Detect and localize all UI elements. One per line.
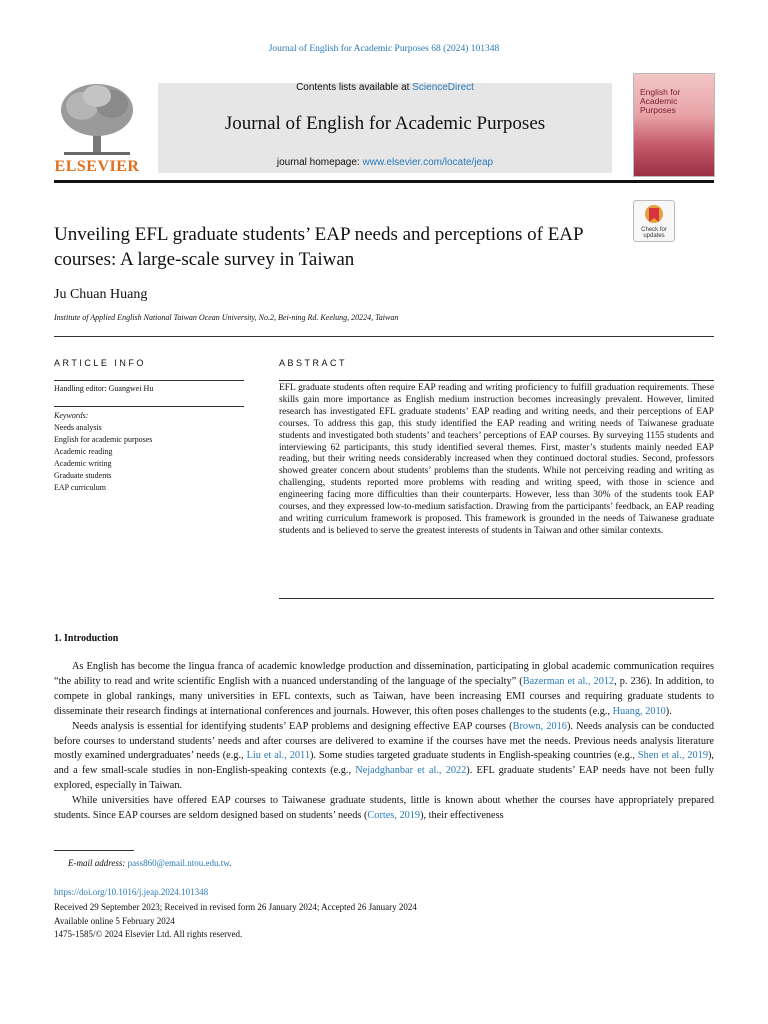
keywords-heading: Keywords: [54, 411, 89, 420]
abstract-end-rule [279, 598, 714, 599]
header-rule [54, 180, 714, 183]
publication-dates [54, 901, 417, 942]
text-run: ). Some studies targeted graduate students in English-speaking countries (e.g., [309, 750, 638, 762]
available-online: Available online 5 February 2024 [54, 915, 175, 926]
citation-link[interactable]: Huang, 2010 [612, 705, 666, 717]
citation-link[interactable]: Nejadghanbar et al., 2022 [355, 765, 467, 777]
citation-link[interactable]: Shen et al., 2019 [637, 750, 708, 762]
contents-prefix: Contents lists available at [296, 82, 413, 93]
received-dates: Received 29 September 2023; Received in revised form 26 January 2024; Accepted 26 January 2024 [54, 902, 417, 912]
keyword-item: EAP curriculum [54, 483, 106, 492]
abstract-heading: ABSTRACT [279, 358, 348, 368]
check-updates-label: Check for updates [641, 227, 667, 239]
homepage-line [158, 157, 612, 168]
copyright: 1475-1585/© 2024 Elsevier Ltd. All rights reserved. [54, 929, 243, 939]
keyword-item: Academic writing [54, 459, 112, 468]
author-affiliation: Institute of Applied English National Taiwan Ocean University, No.2, Bei-ning Rd. Keelung, 20224, Taiwan [54, 313, 399, 322]
tree-icon [54, 80, 140, 158]
homepage-link[interactable]: www.elsevier.com/locate/jeap [362, 157, 494, 168]
homepage-prefix: journal homepage: [276, 157, 363, 168]
footnote-rule [54, 850, 134, 851]
text-run: ). [665, 705, 672, 717]
abstract-rule [279, 380, 714, 381]
doi-link[interactable]: https://doi.org/10.1016/j.jeap.2024.101348 [54, 887, 209, 897]
text-run: ), their effectiveness [420, 810, 504, 822]
keyword-item: Academic reading [54, 447, 113, 456]
section-rule [54, 336, 714, 337]
article-info-heading: ARTICLE INFO [54, 358, 146, 368]
author-name[interactable]: Ju Chuan Huang [54, 287, 148, 302]
journal-cover-image[interactable] [633, 73, 715, 177]
keyword-item: English for academic purposes [54, 435, 153, 444]
paragraph [54, 660, 714, 720]
journal-title: Journal of English for Academic Purposes [224, 113, 546, 134]
sciencedirect-link[interactable]: ScienceDirect [412, 82, 474, 93]
check-for-updates-button[interactable] [633, 200, 675, 242]
contents-line [158, 82, 612, 93]
keyword-item: Graduate students [54, 471, 112, 480]
keywords-rule [54, 406, 244, 407]
text-run: ). EFL graduate students’ EAP needs have not been fully explored, especially in Taiwan. [54, 765, 715, 792]
text-run: ). Needs analysis can be conducted before courses to understand students’ needs and after courses are delivered to examine if the courses have met the needs. Previous needs analysis literature mostly examined undergraduates’ needs (e.g., [54, 720, 714, 762]
text-run: , p. 236). In addition, to compete in global rankings, many universities in EFL contexts, such as Taiwan, have been increasing EMI courses and requiring graduate students to disseminate their research findings at international conferences and journals. However, this often poses challenges to the students (e.g., [54, 675, 714, 717]
citation-link[interactable]: Brown, 2016 [512, 720, 567, 732]
abstract-text: EFL graduate students often require EAP reading and writing proficiency to fulfill graduation requirements. These skills gain more importance as English medium instruction becomes increasingly prevalent. However, limited research has investigated EFL graduate students’ EAP reading and writing needs, and their perceptions of EAP courses. To address this gap, this study identified the EAP reading and writing needs of Taiwanese graduate students and investigated both students’ and teachers’ perceptions of EAP courses. By surveying 1155 students and interviewing 62 participants, this study identified several themes. First, master’s students mainly needed EAP reading, but their writing needs considerably increased when they continued doctoral studies. Second, professors showed greater concern about students’ problems than the students. While not perceiving reading and writing as challenging, students reported more problems with reading and writing speed, with those in science and engineering facing more difficulties than their counterparts. However, less than 30% of the students took EAP courses, and they expressed low-to-medium satisfaction. Drawing from the participants’ feedback, an EAP reading and writing curriculum framework is proposed. This framework is grounded in the needs of Taiwanese graduate students and is believed to serve the greatest interests of students in Taiwan and other similar contexts. [279, 383, 714, 536]
publisher-name: ELSEVIER [54, 158, 140, 175]
keyword-item: Needs analysis [54, 423, 102, 432]
email-label: E-mail address: [68, 858, 126, 868]
email-link[interactable]: pass860@email.ntou.edu.tw [127, 858, 230, 868]
text-run: ), and a few small-scale studies in non-English-speaking contexts (e.g., [54, 750, 715, 777]
introduction-body [54, 660, 714, 824]
article-title: Unveiling EFL graduate students’ EAP needs and perceptions of EAP courses: A large-scale survey in Taiwan [54, 224, 583, 270]
text-run: Needs analysis is essential for identifying students’ EAP problems and designing effective EAP courses ( [72, 720, 513, 732]
paragraph [54, 794, 714, 824]
text-run: While universities have offered EAP courses to Taiwanese graduate students, little is known about whether the courses have appropriately prepared students. Since EAP courses are seldom designed based on students’ needs ( [54, 795, 714, 822]
journal-reference-link[interactable]: Journal of English for Academic Purposes 68 (2024) 101348 [268, 44, 500, 54]
cover-title: English for Academic Purposes [640, 87, 681, 115]
keywords-list [54, 410, 152, 494]
paragraph [54, 720, 714, 795]
citation-link[interactable]: Liu et al., 2011 [246, 750, 310, 762]
section-heading-introduction: 1. Introduction [54, 633, 119, 644]
footnote [54, 858, 231, 868]
article-info-rule [54, 380, 244, 381]
citation-link[interactable]: Cortes, 2019 [367, 810, 421, 822]
footnote-end: . [229, 858, 232, 868]
elsevier-logo[interactable] [54, 80, 140, 176]
handling-editor: Handling editor: Guangwei Hu [54, 384, 154, 393]
citation-link[interactable]: Bazerman et al., 2012 [522, 675, 615, 687]
text-run: As English has become the lingua franca of academic knowledge production and dissemination, participating in global academic communication requires “the ability to read and write scientific English with a nuanced understanding of the language of the specialty” ( [54, 661, 714, 687]
